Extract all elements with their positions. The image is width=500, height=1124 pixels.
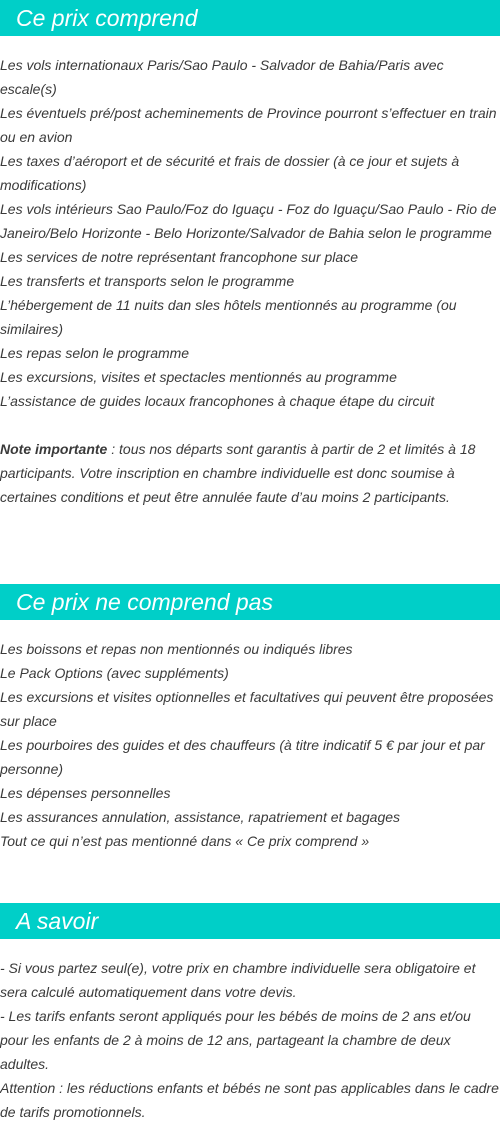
list-item: - Les tarifs enfants seront appliqués pour les bébés de moins de 2 ans et/ou pour les enfants de 2 à moins de 12 ans, partageant la chambre de deux adultes. [0, 1008, 471, 1072]
included-list [0, 53, 500, 509]
savoir-list [0, 956, 500, 1124]
section-included [0, 0, 500, 509]
list-item: Les vols intérieurs Sao Paulo/Foz do Iguaçu - Foz do Iguaçu/Sao Paulo - Rio de Janeiro/Belo Horizonte - Belo Horizonte/Salvador de Bahia selon le programme [0, 201, 497, 241]
list-item: Les excursions, visites et spectacles mentionnés au programme [0, 369, 397, 385]
list-item: L’hébergement de 11 nuits dan sles hôtels mentionnés au programme (ou similaires) [0, 297, 457, 337]
list-item: Les transferts et transports selon le programme [0, 273, 295, 289]
list-item: Les taxes d’aéroport et de sécurité et frais de dossier (à ce jour et sujets à modifications) [0, 153, 460, 193]
list-item: Les éventuels pré/post acheminements de Province pourront s’effectuer en train ou en avion [0, 105, 497, 145]
important-note-text: : tous nos départs sont garantis à partir de 2 et limités à 18 participants. Votre inscription en chambre individuelle est donc soumise à certaines conditions et peut être annulée faute d’au moins 2 participants. [0, 441, 476, 505]
list-item: Les vols internationaux Paris/Sao Paulo - Salvador de Bahia/Paris avec escale(s) [0, 57, 444, 97]
list-item: Attention : les réductions enfants et bébés ne sont pas applicables dans le cadre de tarifs promotionnels. [0, 1080, 499, 1120]
list-item: Le Pack Options (avec suppléments) [0, 665, 229, 681]
list-item: Les repas selon le programme [0, 345, 190, 361]
list-item: Les assurances annulation, assistance, rapatriement et bagages [0, 809, 401, 825]
section-savoir [0, 903, 500, 1124]
list-item: Les excursions et visites optionnelles et facultatives qui peuvent être proposées sur place [0, 689, 494, 729]
list-item: L’assistance de guides locaux francophones à chaque étape du circuit [0, 393, 435, 409]
list-item: - Si vous partez seul(e), votre prix en chambre individuelle sera obligatoire et sera calculé automatiquement dans votre devis. [0, 960, 476, 1000]
important-note-label: Note importante [0, 441, 108, 457]
section-title-excluded: Ce prix ne comprend pas [0, 584, 500, 620]
important-note [0, 437, 500, 509]
list-item: Les boissons et repas non mentionnés ou indiqués libres [0, 641, 353, 657]
list-item: Tout ce qui n’est pas mentionné dans « Ce prix comprend » [0, 833, 370, 849]
spacer [0, 413, 500, 437]
list-item: Les services de notre représentant francophone sur place [0, 249, 358, 265]
list-item: Les pourboires des guides et des chauffeurs (à titre indicatif 5 € par jour et par personne) [0, 737, 485, 777]
section-excluded [0, 584, 500, 853]
list-item: Les dépenses personnelles [0, 785, 171, 801]
excluded-list [0, 637, 500, 853]
section-title-savoir: A savoir [0, 903, 500, 939]
section-title-included: Ce prix comprend [0, 0, 500, 36]
